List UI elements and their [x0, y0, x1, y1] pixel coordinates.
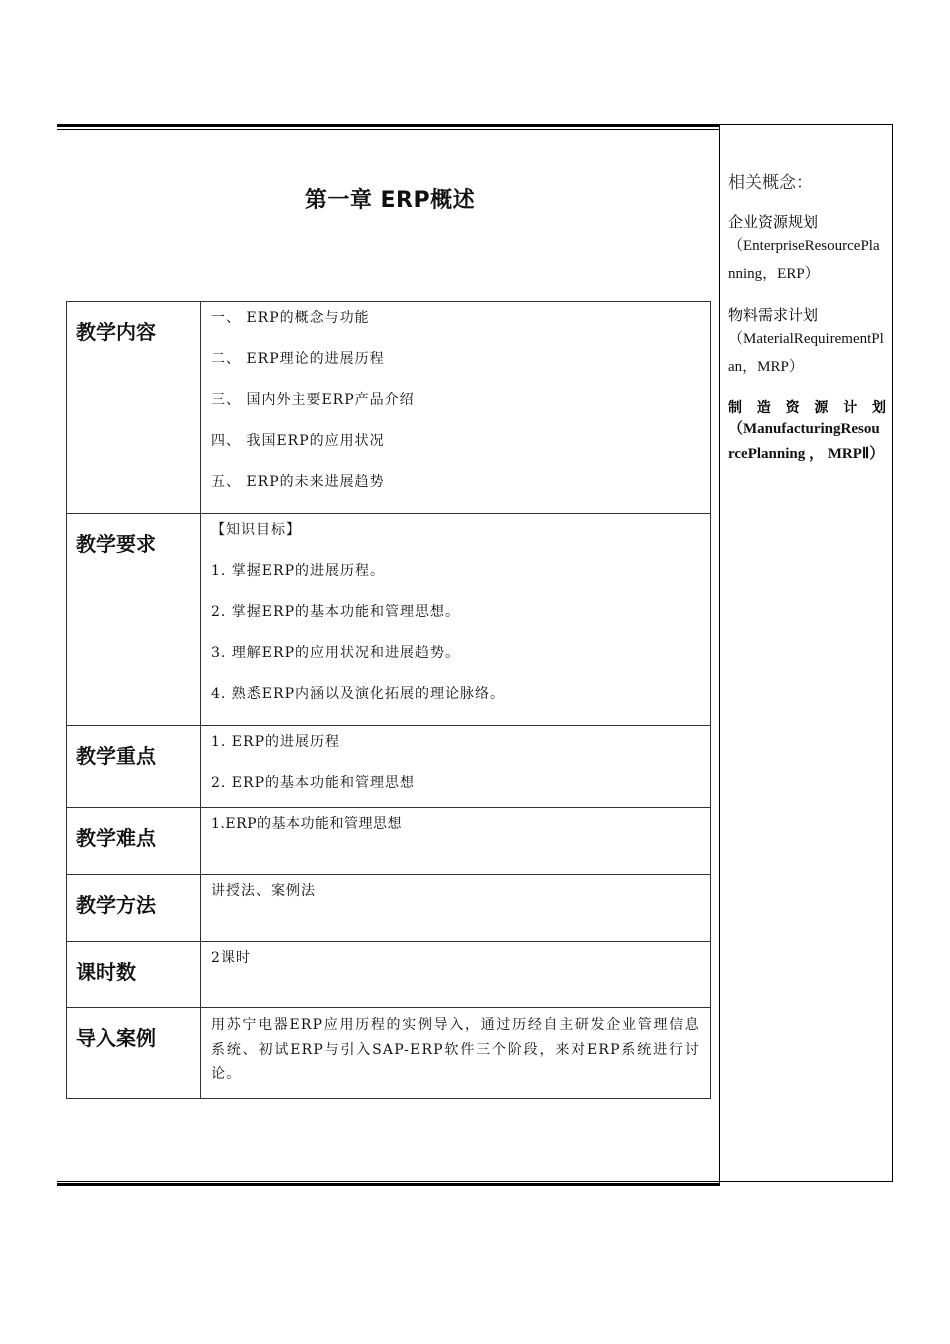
term-char: 源 — [814, 400, 829, 416]
list-item: 1. ERP的进展历程 — [211, 734, 340, 750]
sidebar-heading: 相关概念： — [728, 173, 813, 193]
list-item: 四、 我国ERP的应用状况 — [211, 433, 385, 449]
list-item: 一、 ERP的概念与功能 — [211, 310, 370, 326]
list-item: 二、 ERP理论的进展历程 — [211, 351, 385, 367]
row-key-points — [67, 726, 711, 808]
term-name: 物料需求计划 — [728, 306, 819, 324]
term-char: 造 — [756, 400, 771, 416]
list-item: 1.ERP的基本功能和管理思想 — [211, 816, 403, 832]
list-item: 2. ERP的基本功能和管理思想 — [211, 775, 415, 791]
list-item: 3. 理解ERP的应用状况和进展趋势。 — [211, 645, 460, 661]
row-difficulties — [67, 808, 711, 875]
row-heading: 教学要求 — [67, 514, 201, 726]
row-heading: 课时数 — [67, 942, 201, 1008]
list-item: 讲授法、案例法 — [211, 883, 316, 899]
row-body — [201, 1008, 711, 1099]
term-english: （ManufacturingResourcePlanning ， MRPⅡ） — [728, 421, 885, 462]
row-heading: 教学方法 — [67, 875, 201, 942]
sidebar-concepts — [728, 168, 886, 483]
sidebar-left-border — [719, 124, 720, 1186]
list-item: 4. 熟悉ERP内涵以及演化拓展的理论脉络。 — [211, 686, 505, 702]
term-char: 计 — [843, 400, 858, 416]
term-char: 资 — [785, 400, 800, 416]
list-item: 【知识目标】 — [211, 522, 301, 538]
term-char: 制 — [728, 400, 742, 416]
row-case — [67, 1008, 711, 1099]
list-item: 三、 国内外主要ERP产品介绍 — [211, 392, 415, 408]
row-content — [67, 302, 711, 514]
row-body — [201, 514, 711, 726]
term-english: （MaterialRequirementPlan，MRP） — [728, 331, 884, 375]
bottom-rule-thin — [57, 1181, 720, 1182]
list-item: 五、 ERP的未来进展趋势 — [211, 474, 385, 490]
row-heading: 教学内容 — [67, 302, 201, 514]
top-rule-thin — [57, 129, 720, 130]
list-item: 1. 掌握ERP的进展历程。 — [211, 563, 385, 579]
row-body — [201, 808, 711, 875]
row-body — [201, 942, 711, 1008]
list-item: 2课时 — [211, 950, 251, 966]
case-text: 用苏宁电器ERP应用历程的实例导入，通过历经自主研发企业管理信息系统、初试ERP与引入SAP-ERP软件三个阶段，来对ERP系统进行讨论。 — [211, 1017, 700, 1082]
term-name: 企业资源规划 — [728, 213, 819, 231]
row-body — [201, 302, 711, 514]
term-char: 划 — [871, 400, 886, 416]
row-heading: 教学重点 — [67, 726, 201, 808]
list-item: 2. 掌握ERP的基本功能和管理思想。 — [211, 604, 460, 620]
bottom-rule-thick — [57, 1183, 720, 1186]
row-heading: 导入案例 — [67, 1008, 201, 1099]
lesson-plan-table — [66, 301, 711, 1099]
row-heading: 教学难点 — [67, 808, 201, 875]
bottom-rule-side — [720, 1181, 893, 1182]
term-name — [728, 397, 886, 417]
row-requirements — [67, 514, 711, 726]
row-hours — [67, 942, 711, 1008]
term-english: （EnterpriseResourcePlanning，ERP） — [728, 238, 880, 282]
chapter-title: 第一章 ERP概述 — [304, 188, 476, 213]
row-body — [201, 726, 711, 808]
top-rule-side — [720, 124, 893, 125]
row-methods — [67, 875, 711, 942]
top-rule-thick — [57, 124, 720, 127]
row-body — [201, 875, 711, 942]
sidebar-right-border — [892, 124, 893, 1182]
